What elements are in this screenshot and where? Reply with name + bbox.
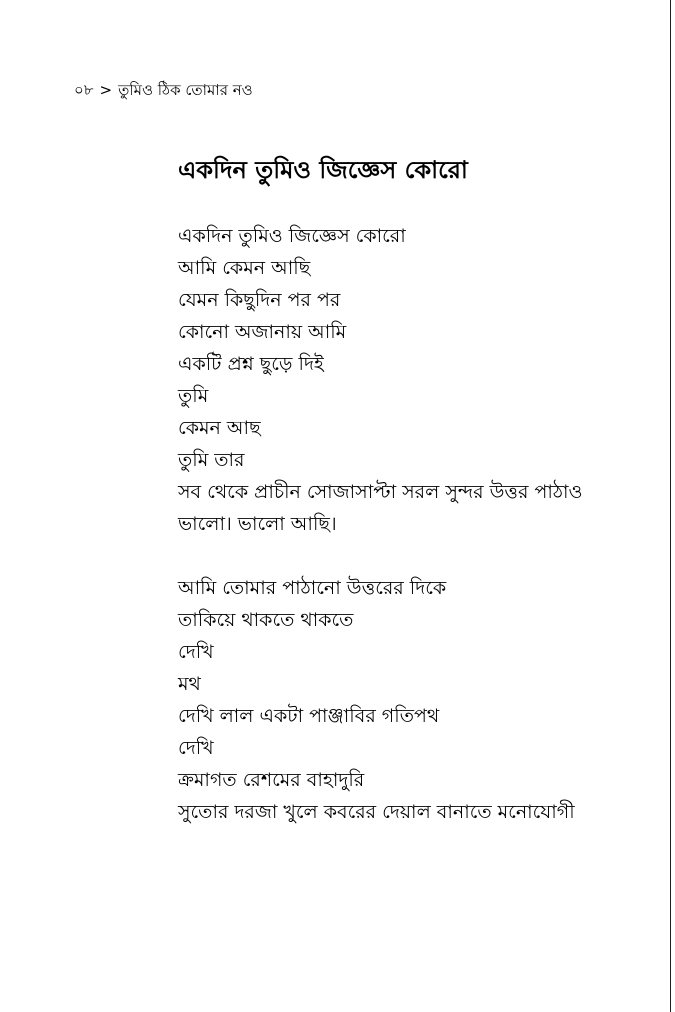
poem-title: একদিন তুমিও জিজ্ঞেস কোরো	[178, 156, 468, 184]
poem-line: ক্রমাগত রেশমের বাহাদুরি	[178, 769, 365, 791]
poem-line: ভালো। ভালো আছি।	[178, 513, 337, 535]
header-separator: >	[99, 81, 113, 99]
poem-line: সব থেকে প্রাচীন সোজাসাপ্টা সরল সুন্দর উত্তর পাঠাও	[178, 481, 583, 503]
poem-line: মথ	[178, 673, 201, 695]
poem-line: একদিন তুমিও জিজ্ঞেস কোরো	[178, 225, 406, 247]
poem-line: যেমন কিছুদিন পর পর	[178, 289, 341, 311]
stanza-1	[178, 220, 618, 540]
poem-line: দেখি	[178, 737, 214, 759]
running-header	[74, 80, 253, 100]
poem-line: দেখি লাল একটা পাঞ্জাবির গতিপথ	[178, 705, 440, 727]
poem-line: আমি কেমন আছি	[178, 257, 311, 279]
poem-line: কোনো অজানায় আমি	[178, 321, 347, 343]
poem-line: কেমন আছ	[178, 417, 261, 439]
page-edge-line	[670, 0, 671, 1012]
poem-line: আমি তোমার পাঠানো উত্তরের দিকে	[178, 577, 447, 599]
poem-body	[178, 220, 618, 828]
poem-line: সুতোর দরজা খুলে কবরের দেয়াল বানাতে মনোযোগী	[178, 801, 575, 823]
poem-line: দেখি	[178, 641, 214, 663]
book-title: তুমিও ঠিক তোমার নও	[118, 81, 253, 99]
page-number: ০৮	[74, 81, 94, 99]
stanza-2	[178, 572, 618, 828]
poem-line: তুমি তার	[178, 449, 245, 471]
poem-line: তাকিয়ে থাকতে থাকতে	[178, 609, 354, 631]
poem-line: তুমি	[178, 385, 209, 407]
poem-line: একটি প্রশ্ন ছুড়ে দিই	[178, 353, 324, 375]
